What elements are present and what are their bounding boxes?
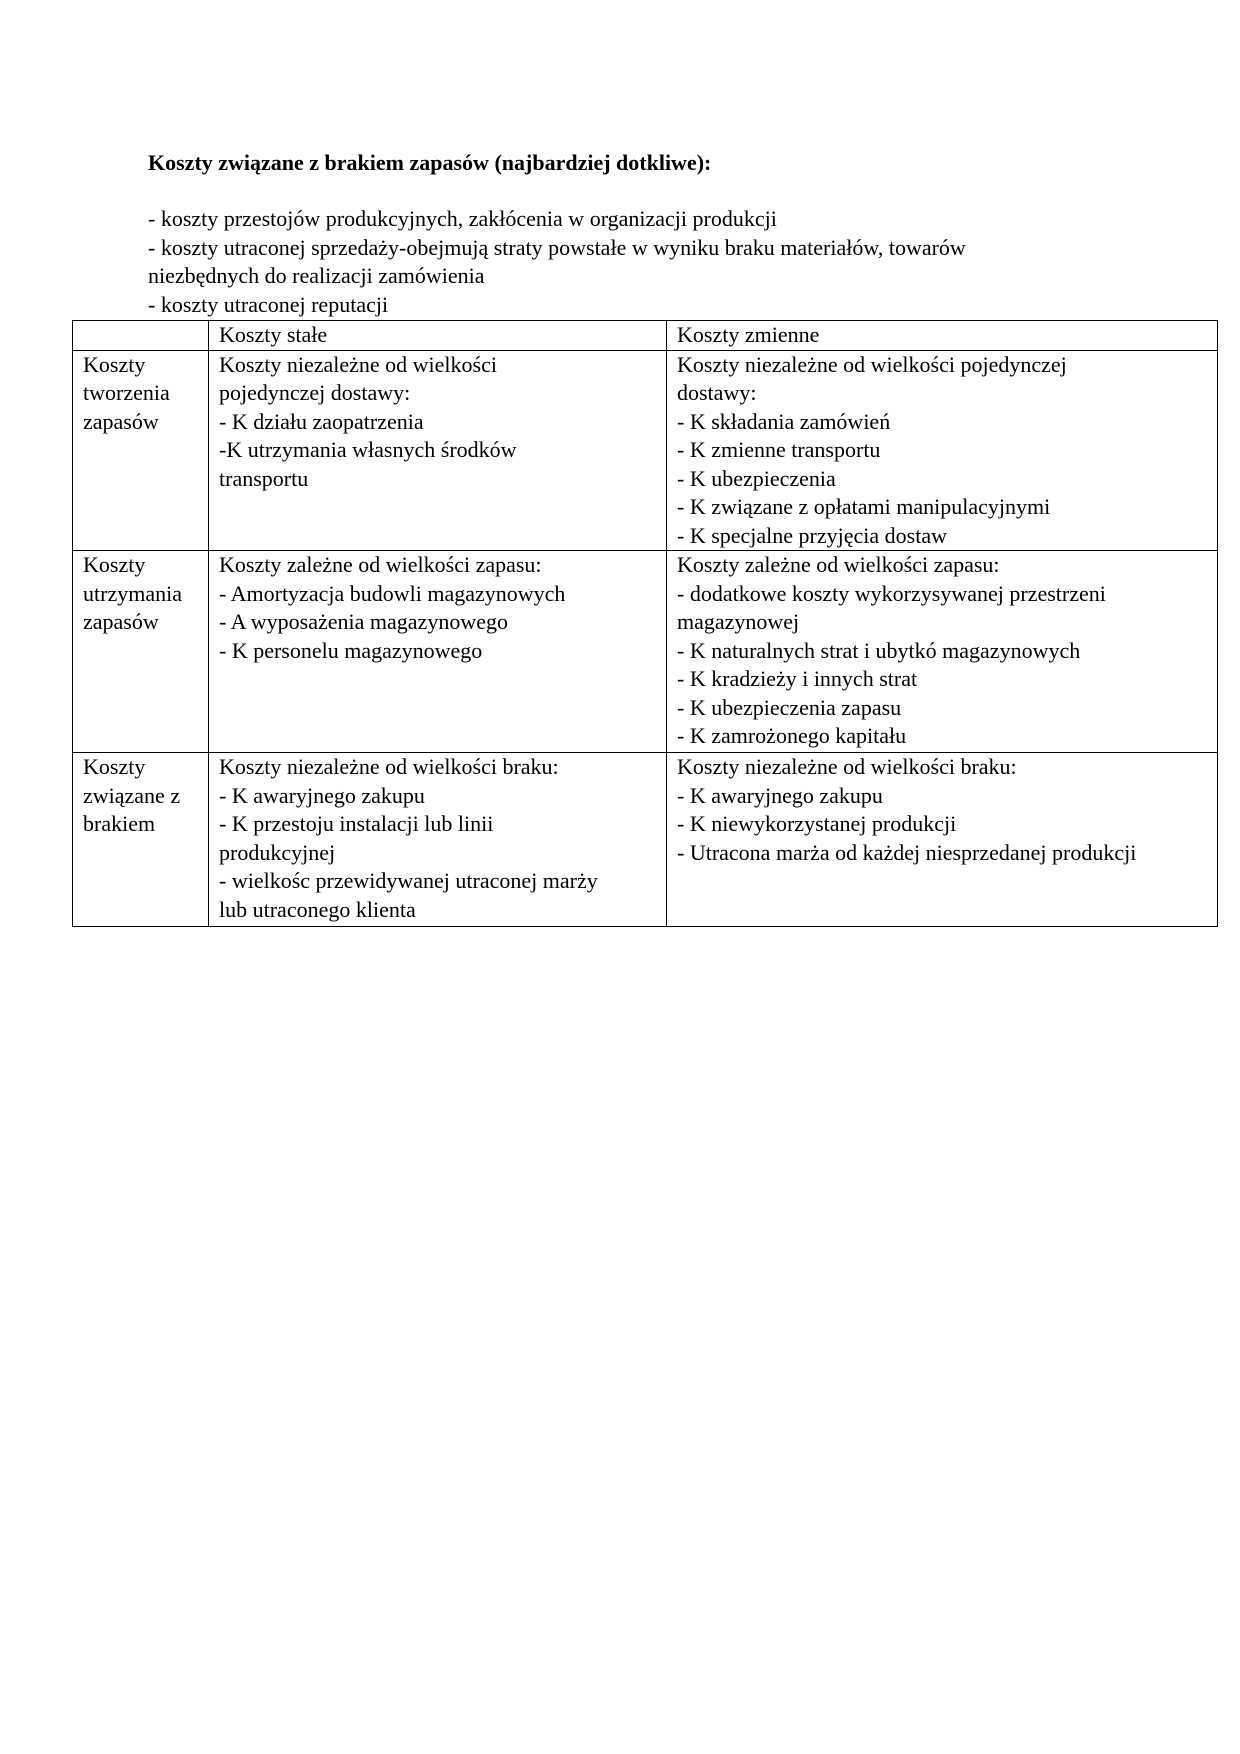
cell-line: - K zamrożonego kapitału [677,723,907,748]
cell-line: - wielkośc przewidywanej utraconej marży [219,868,598,893]
row-label-line: zapasów [83,408,159,434]
row-label-line: Koszty [83,351,146,377]
cell-line: - K specjalne przyjęcia dostaw [677,522,947,548]
cell-line: Koszty niezależne od wielkości [219,351,497,377]
bullet-list [148,205,1088,319]
header-cell-fixed-costs: Koszty stałe [209,321,667,351]
row-label-line: brakiem [83,811,156,836]
bullet-item: - koszty utraconej sprzedaży-obejmują straty powstałe w wyniku braku materiałów, towarów [148,234,966,260]
row-label-line: zapasów [83,609,159,634]
costs-table [72,320,1218,927]
cell-line: produkcyjnej [219,839,336,865]
cell-line: - K składania zamówień [677,408,891,434]
cell-line: - Amortyzacja budowli magazynowych [219,580,566,606]
cell-line: - K awaryjnego zakupu [677,782,883,808]
row-label-line: Koszty [83,552,146,577]
cell-line: Koszty niezależne od wielkości braku: [677,754,1017,779]
variable-costs-cell [667,350,1218,551]
cell-line: - A wyposażenia magazynowego [219,609,508,634]
cell-line: pojedynczej dostawy: [219,380,411,405]
row-label-cell [73,753,209,927]
row-label-line: utrzymania [83,580,182,606]
table-header-row [73,321,1218,351]
variable-costs-cell [667,753,1218,927]
bullet-item-continuation: niezbędnych do realizacji zamówienia [148,263,485,288]
row-label-line: Koszty [83,754,146,779]
document-title: Koszty związane z brakiem zapasów (najbardziej dotkliwe): [148,150,712,175]
fixed-costs-cell [209,753,667,927]
cell-line: transportu [219,465,309,491]
table-row [73,350,1218,551]
cell-line: Koszty niezależne od wielkości pojedynczej [677,351,1067,377]
variable-costs-cell [667,551,1218,753]
table-row [73,753,1218,927]
fixed-costs-cell [209,551,667,753]
row-label-cell [73,551,209,753]
cell-line: - dodatkowe koszty wykorzysywanej przestrzeni [677,580,1106,606]
row-label-line: tworzenia [83,380,170,405]
cell-line: - K awaryjnego zakupu [219,782,425,808]
cell-line: Koszty niezależne od wielkości braku: [219,754,559,779]
cell-line: - K ubezpieczenia [677,465,836,491]
cell-line: lub utraconego klienta [219,896,416,922]
cell-line: - K związane z opłatami manipulacyjnymi [677,494,1051,519]
table-row [73,551,1218,753]
cell-line: - K działu zaopatrzenia [219,408,424,434]
cell-line: -K utrzymania własnych środków [219,437,517,462]
cell-line: - K personelu magazynowego [219,637,483,663]
row-label-cell [73,350,209,551]
bullet-item: - koszty utraconej reputacji [148,291,389,317]
cell-line: - K ubezpieczenia zapasu [677,694,902,720]
cell-line: - K przestoju instalacji lub linii [219,811,494,836]
header-cell-empty [73,321,209,351]
cell-line: - Utracona marża od każdej niesprzedanej produkcji [677,839,1137,865]
cell-line: - K kradzieży i innych strat [677,666,918,691]
cell-line: - K zmienne transportu [677,437,881,462]
row-label-line: związane z [83,782,181,808]
cell-line: Koszty zależne od wielkości zapasu: [219,552,542,577]
cell-line: - K naturalnych strat i ubytkó magazynowych [677,637,1081,663]
header-cell-variable-costs: Koszty zmienne [667,321,1218,351]
bullet-item: - koszty przestojów produkcyjnych, zakłócenia w organizacji produkcji [148,206,777,231]
fixed-costs-cell [209,350,667,551]
cell-line: dostawy: [677,380,757,405]
cell-line: Koszty zależne od wielkości zapasu: [677,552,1000,577]
cell-line: magazynowej [677,609,800,634]
cell-line: - K niewykorzystanej produkcji [677,811,957,836]
